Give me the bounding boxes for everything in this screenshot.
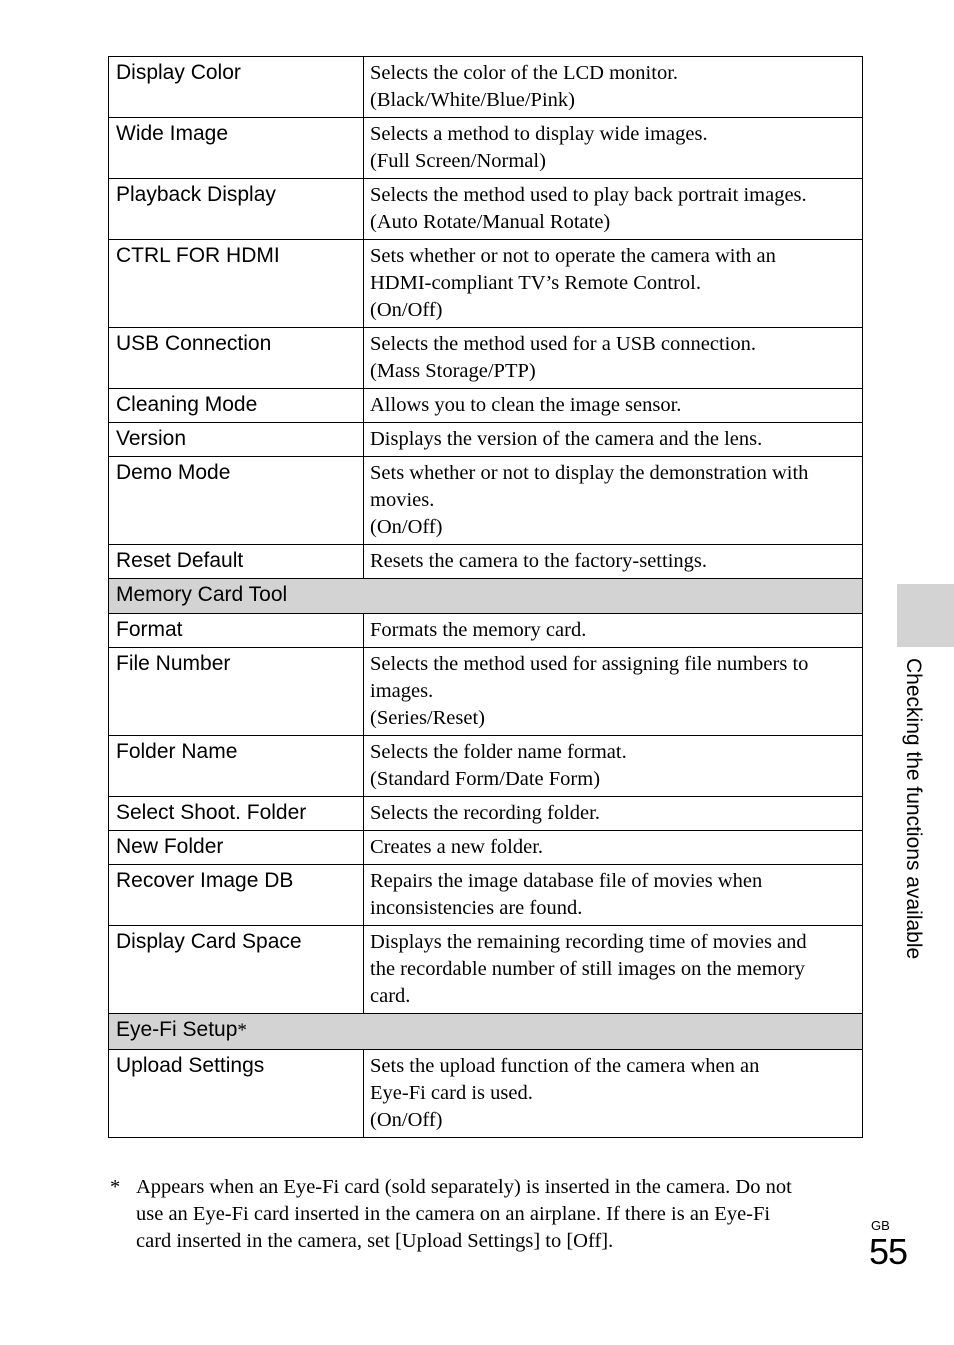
setting-name: Cleaning Mode: [109, 389, 364, 423]
chapter-tab: [897, 584, 954, 647]
description-line: Selects the recording folder.: [370, 802, 600, 824]
description-line: (On/Off): [370, 299, 443, 321]
description-line: (Full Screen/Normal): [370, 150, 546, 172]
setting-name: Wide Image: [109, 118, 364, 179]
footnote-line: card inserted in the camera, set [Upload Settings] to [Off].: [136, 1230, 614, 1252]
table-row: [109, 614, 863, 648]
table-row: [109, 457, 863, 545]
table-row: [109, 328, 863, 389]
setting-name: Playback Display: [109, 179, 364, 240]
setting-description: [364, 118, 863, 179]
footnote-line: Appears when an Eye-Fi card (sold separately) is inserted in the camera. Do not: [136, 1176, 792, 1198]
setting-name: Format: [109, 614, 364, 648]
settings-table: [108, 56, 863, 1138]
description-line: (On/Off): [370, 516, 443, 538]
table-row: [109, 179, 863, 240]
description-line: Selects the method used for a USB connection.: [370, 333, 756, 355]
description-line: (On/Off): [370, 1109, 443, 1131]
section-title: Eye-Fi Setup: [116, 1018, 238, 1041]
description-line: the recordable number of still images on the memory: [370, 958, 805, 980]
setting-name: New Folder: [109, 831, 364, 865]
description-line: Eye-Fi card is used.: [370, 1082, 533, 1104]
description-line: Selects the method used to play back portrait images.: [370, 184, 807, 206]
description-line: (Auto Rotate/Manual Rotate): [370, 211, 611, 233]
description-line: (Mass Storage/PTP): [370, 360, 536, 382]
table-row: [109, 831, 863, 865]
table-row: [109, 648, 863, 736]
settings-table-body: [109, 57, 863, 1138]
setting-description: [364, 179, 863, 240]
setting-description: [364, 831, 863, 865]
setting-description: [364, 926, 863, 1014]
description-line: inconsistencies are found.: [370, 897, 583, 919]
setting-name: Display Card Space: [109, 926, 364, 1014]
table-row: [109, 118, 863, 179]
table-row: [109, 926, 863, 1014]
description-line: Resets the camera to the factory-settings.: [370, 550, 707, 572]
description-line: Selects the color of the LCD monitor.: [370, 62, 679, 84]
description-line: Displays the remaining recording time of movies and: [370, 931, 807, 953]
description-line: Selects the folder name format.: [370, 741, 627, 763]
description-line: (Series/Reset): [370, 707, 485, 729]
description-line: Sets the upload function of the camera when an: [370, 1055, 760, 1077]
table-row: [109, 865, 863, 926]
setting-name: USB Connection: [109, 328, 364, 389]
table-row: [109, 1050, 863, 1138]
description-line: Allows you to clean the image sensor.: [370, 394, 682, 416]
setting-description: [364, 1050, 863, 1138]
chapter-side-label: Checking the functions available: [902, 658, 925, 960]
setting-name: Version: [109, 423, 364, 457]
description-line: Displays the version of the camera and the lens.: [370, 428, 763, 450]
setting-name: CTRL FOR HDMI: [109, 240, 364, 328]
section-header: [109, 1014, 863, 1050]
setting-description: [364, 389, 863, 423]
setting-description: [364, 797, 863, 831]
table-row: [109, 389, 863, 423]
description-line: (Black/White/Blue/Pink): [370, 89, 575, 111]
section-header-row: [109, 579, 863, 614]
table-row: [109, 423, 863, 457]
setting-description: [364, 648, 863, 736]
description-line: HDMI-compliant TV’s Remote Control.: [370, 272, 702, 294]
setting-name: Display Color: [109, 57, 364, 118]
description-line: movies.: [370, 489, 435, 511]
setting-name: Upload Settings: [109, 1050, 364, 1138]
description-line: images.: [370, 680, 434, 702]
description-line: Selects a method to display wide images.: [370, 123, 708, 145]
table-row: [109, 57, 863, 118]
table-row: [109, 240, 863, 328]
footnote-text: [136, 1174, 866, 1255]
footnote-mark: *: [110, 1176, 121, 1198]
section-header-row: [109, 1014, 863, 1050]
table-row: [109, 545, 863, 579]
setting-name: Select Shoot. Folder: [109, 797, 364, 831]
description-line: Sets whether or not to operate the camera with an: [370, 245, 776, 267]
setting-name: Recover Image DB: [109, 865, 364, 926]
setting-description: [364, 328, 863, 389]
description-line: Sets whether or not to display the demonstration with: [370, 462, 809, 484]
table-row: [109, 736, 863, 797]
setting-name: File Number: [109, 648, 364, 736]
setting-description: [364, 865, 863, 926]
setting-description: [364, 457, 863, 545]
setting-name: Folder Name: [109, 736, 364, 797]
footnote-line: use an Eye-Fi card inserted in the camera on an airplane. If there is an Eye-Fi: [136, 1203, 771, 1225]
setting-description: [364, 614, 863, 648]
setting-description: [364, 545, 863, 579]
region-code: GB: [871, 1218, 890, 1233]
page-number: 55: [869, 1231, 908, 1272]
table-row: [109, 797, 863, 831]
description-line: Selects the method used for assigning file numbers to: [370, 653, 809, 675]
setting-description: [364, 57, 863, 118]
description-line: Formats the memory card.: [370, 619, 587, 641]
setting-description: [364, 240, 863, 328]
description-line: Repairs the image database file of movies when: [370, 870, 763, 892]
description-line: (Standard Form/Date Form): [370, 768, 601, 790]
setting-description: [364, 423, 863, 457]
description-line: card.: [370, 985, 411, 1007]
footnote-reference: *: [237, 1020, 247, 1041]
setting-name: Demo Mode: [109, 457, 364, 545]
section-title: Memory Card Tool: [116, 583, 288, 606]
section-header: [109, 579, 863, 614]
description-line: Creates a new folder.: [370, 836, 544, 858]
setting-name: Reset Default: [109, 545, 364, 579]
setting-description: [364, 736, 863, 797]
